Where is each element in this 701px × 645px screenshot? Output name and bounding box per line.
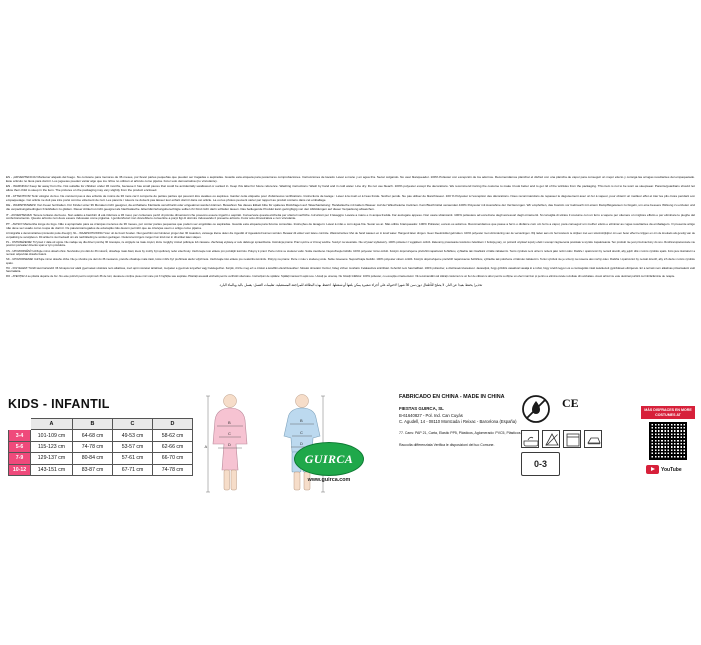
svg-text:A: A — [204, 444, 208, 449]
qr-code-icon[interactable] — [649, 422, 687, 460]
no-fire-icon — [521, 394, 551, 424]
legal-text-block — [6, 176, 695, 289]
brand-logo — [294, 436, 364, 484]
svg-text:C: C — [228, 431, 231, 436]
legal-paragraph-pt: PT - AVISO! Mantenha longe do fogo. Não é apropriado para as crianças menores de 36 meses, por conter partes pequenas que podem ser engolidas ou aspiradas. Guarde esta etiqueta para futuros consultas. Instruções de lavagem: Lavar à mão e com água fria. Secar ao ar. Não utilize branqueador. 100% Poliéster, exceto os adornos. Recomendamos que passe a ferro o disfarce com um ferro a vapor, para conseguir um melhor efeito e eliminar as rugas resultantes da embalagem. O presente artigo não deve ser usado como roupa de dormir. Os pais/encarregados de educação não devem permitir que as crianças usem o artigo como pijama. — [6, 221, 695, 230]
brand-website: www.guirca.com — [307, 477, 351, 483]
size-c: 49-53 cm — [113, 430, 153, 441]
table-row — [9, 464, 193, 475]
legal-paragraph-hu: HU - FIGYELEM! Tűztől távol tartandó! 36 hónapos kor alatti gyermekek számára nem alkalmas, mert apró részeket tartalmaz, melyeket a gyermek lenyelhet vagy belélegezhet. Kérjük, őrizze meg ezt a címkét a későbbi ellenőrzésekhez. Mosási útmutató: Kézzel, hideg vízben mosható. Felakasztva szárítható. Fehérítő nem használható. 100% poliészter, a díszítések kivételével. Javasoljuk, hogy gőzölős vasalóval vasalja ki a ruhát, hogy szebb legyen és a csomagolás miatt keletkezett gyűrődések eltűnjenek. Ez a termék nem alkalmas pizsamaként való használatra. — [6, 266, 695, 274]
legal-paragraph-es: ES - ¡ADVERTENCIA! Mantener alejado del fuego. No conviene para menores de 36 meses, por llevar partes pequeñas que pueden ser tragadas o aspiradas. Guarde esta etiqueta para posteriores comprobaciones. Instrucciones de lavado: Lavar a mano y en agua fría. Secar colgando. No usar blanqueador. 100% Poliester con excepción de los adornos. Recomendamos planchar el disfraz con una plancha de vapor para conseguir un mejor efecto y consiga las arrugas resultantes del empaquetado. Este articulo no lleva para dormir. Los juguetes pueden variar algo que los niños no utilicen el articulo como pijama. Foto/ solo demostrativa (no vinculante). — [6, 175, 695, 183]
hand-wash-icon — [521, 430, 539, 448]
legal-paragraph-cs: CS - UPOZORNĚNÍ! Udržujte mimo dosah ohně. Nevhodné pro děti do 36 měsíců, obsahuje malé části, které by mohly být spolknuty nebo vdechnuty. Uschovejte tuto etiketu pro pozdější kontrolu. Pokyny k praní: Perte ručně ve studené vodě. Sušte zavěšené. Nepoužívejte bělidlo. 100% polyester mimo ozdob. Kostým doporučujeme přežehlit napařovací žehličkou, vyhladíte tak zmačkání vzniklé zabalením. Tento výrobek není určen k nošení jako noční oděv. Rodiče / opatrovníci by neměli dovolit, aby jejich dítě v tomto výrobku spalo. Foto jsou ilustrativní a nemusí odpovídat obsahu balení. — [6, 249, 695, 257]
legal-paragraph-pl: PL - OSTRZEŻENIE! Trzymać z dala od ognia. Nie nadaje się dla dzieci poniżej 36 miesiąca, ze względu na małe części, które mogłyby zostać połknięte lub zassane. Zachowaj etykietę w celu dalszego sprawdzania. Instrukcja prania: Prać ręcznie w zimnej wodzie. Suszyć na wieszaku. Nie używać wybielaczy. 100% poliester z wyjątkiem ozdób. Zalecamy prasowanie kostiumu żelazkiem z funkcją pary, co pozwoli uzyskać lepszy efekt i usunąć zagniecenia powstałe w wyniku zapakowania. Ten produkt nie jest przeznaczony do snu. Rodzice/opiekunowie nie powinni pozwalać dziecku spać w tym produkcie. — [6, 240, 695, 248]
materials-title: 77. Cans: PAP 21, Carta, Elastic PP5, Plásticos, Aglomerado: PVC5, Plásticos. — [399, 431, 522, 435]
size-b: 83-87 cm — [73, 464, 113, 475]
legal-paragraph-de: DE - WARNHINWEIS! Von Feuer fernhalten. Für Kinder unter 36 Monaten nicht geeignet, da enthaltene Kleinteile verschluckt oder eingeatmet werden können. Bewahren Sie dieses Etikett bitte für späteres Rückfragen auf. Waschanleitung: Handwäsche mit kaltem Wasser. Auf der Wäscheleine trocknen. Kein Bleichmittel verwenden.100% Polyester mit Ausnahme der Verzierungen. Wir empfehlen, das Kostüm vor Gebrauch mit einem Dampfbügeleisen zu bügeln, um eine bessere Wirkung zu erzielen und die verpackungsbedingten Knickfalten zu glätten. Dieser Artikel ist nicht geeignet als Nachtwäsche. Eltern/Erziehungsberechtigte sollten ihr Kind nicht darin schlafen lassen. Das beiliegende Produkt kann geringfügig von den Abbildungen auf dieser Verpackung abweichen. — [6, 203, 695, 212]
size-age: 5-6 — [9, 441, 31, 452]
symbol-icons-group — [518, 392, 592, 482]
table-row — [9, 441, 193, 452]
table-row — [9, 430, 193, 441]
company-name: FIESTAS GUIRCA, SL — [399, 406, 444, 411]
size-c: 57-61 cm — [113, 453, 153, 464]
no-bleach-icon — [542, 430, 560, 448]
made-in-line: FABRICADO EN CHINA - MADE IN CHINA — [399, 394, 505, 400]
svg-text:D: D — [228, 442, 231, 447]
company-vat: B-61640827 - Pol. Ind. Can Cuyás — [399, 412, 463, 418]
table-header-blank — [9, 419, 31, 430]
size-c: 67-71 cm — [113, 464, 153, 475]
size-a: 143-151 cm — [31, 464, 73, 475]
svg-text:D: D — [300, 441, 303, 446]
youtube-link[interactable] — [646, 464, 690, 475]
table-header-c: C — [113, 419, 153, 430]
company-address: C. Agudell, 14 - 08110 Montcada i Reixac - Barcelona (España) — [399, 419, 517, 424]
materials-note: Raccolta differenziata Verifica le disposizioni del tuo Comune. — [399, 442, 495, 447]
promo-block[interactable] — [641, 406, 695, 484]
care-symbols-row — [521, 430, 602, 448]
size-b: 80-84 cm — [73, 453, 113, 464]
legal-paragraph-ar: تحذير! يحفظ بعيدا عن النار. لا يصلح للأطفال دون سن 36 شهرا لاحتوائه على أجزاء صغيرة يمكن بلعها أو شفطها. احتفظ بهذه البطاقة للمراجعة المستقبلية. تعليمات الغسل: يغسل باليد وبالماء البارد. — [218, 282, 483, 287]
brand-name: GUIRCA — [304, 452, 354, 466]
svg-text:C: C — [300, 430, 303, 435]
size-a: 115-123 cm — [31, 441, 73, 452]
manufacturer-block — [399, 394, 537, 447]
table-header-a: A — [31, 419, 73, 430]
size-age: 3-4 — [9, 430, 31, 441]
promo-banner-text: MÁS DISFRACES EN MORE COSTUMES AT — [641, 406, 695, 419]
table-header-d: D — [153, 419, 193, 430]
age-restriction-label: 0-3 — [533, 459, 547, 469]
size-d: 58-62 cm — [153, 430, 193, 441]
size-a: 129-137 cm — [31, 453, 73, 464]
svg-text:B: B — [228, 420, 231, 425]
size-chart-title: KIDS - INFANTIL — [8, 397, 110, 411]
table-header-b: B — [73, 419, 113, 430]
legal-paragraph-en: EN - WARNING! Keep far away from fire. Not suitable for children under 36 months, because it has small pieces that could be accidentally swallowed or sucked in. Keep this label for future reference. Washing instructions: Wash by hand and in cold water. Line dry. Do not use bleach. 100% polyester except the decorations. We recommend ironing the costume to make it look better and to get rid of the wrinkles from the packaging. This item is not to be worn as sleepwear. Parents/guardians should not allow their child to sleep in the item. The pictures on the packaging may vary slightly from the product enclosed. — [6, 184, 695, 193]
size-age: 10-12 — [9, 464, 31, 475]
size-a: 101-109 cm — [31, 430, 73, 441]
legal-paragraph-sk: SK - UPOZORNENIE! Udržujte mimo dosahu ohňa. Nie je vhodné pre deti do 36 mesiacov, pretože obsahuje malé časti, ktoré môžu byť prehltnuté alebo vdýchnuté. Uschovajte túto etiketu pre neskoršiu kontrolu. Pokyny na pranie: Perte v ruke v studenej vode. Sušte zavesené. Nepoužívajte bielidlo. 100% polyester okrem ozdôb. Kostým doporučujeme prežehliť naparovacou žehličkou, vyhladíte tak pokrčenie vzniknuté zabalením. Tento výrobok nie je určený na nosenie ako nočný odev. Rodičia / opatrovníci by nemali dovoliť, aby ich dieťa v tomto výrobku spalo. — [6, 258, 695, 265]
size-age: 7-9 — [9, 453, 31, 464]
girl-figure-icon — [204, 392, 256, 496]
line-dry-icon — [563, 430, 581, 448]
youtube-label: YouTube — [661, 466, 682, 473]
legal-paragraph-it: IT - AVVERTENZA! Tenere lontano da fuoco. Non adatto a bambini di età inferiore a 36 mesi, per contenere pezzi di piccole dimensioni che possono essere ingeriti o aspirati. Conservare questa etichetta per ulteriori verifiche. Istruzioni per il lavaggio: Lavare a mano e in acqua fredda. Far asciugare appeso. Non usare sbiancanti. 100% poliestere ad eccezione degli accessori degli ornamenti. Si consiglia di stirare il costume con un ferro a vapore per ottenere un migliore effetto e per eliminare le pieghe del confezionamento. Questo articolo non deve essere indossato come pigiama. I genitori/tutori non dovrebbero consentire a porpi figi di dormire indossando il presente articolo. Foto/ solo dimostrativa e non vincolante. — [6, 212, 695, 221]
size-b: 74-78 cm — [73, 441, 113, 452]
table-header-row — [9, 419, 193, 430]
legal-paragraph-ro: RO - ATENȚIE! A se păstra departe de foc. Nu este potrivit pentru copiii sub 36 de luni, deoarece conține piese mici care pot fi înghițite sau aspirate. Păstrați această etichetă pentru verificări ulterioare. Instrucțiuni de spălare: Spălați manual în apă rece. Uscați pe umeraș. Nu folosiți înălbitor. 100% poliester, cu excepția ornamentelor. Vă recomandăm să călcați costumul cu un fier de călcat cu abur pentru a obține un efect mai bun și pentru a elimina cutele rezultate din ambalare. Acest articol nu este destinat purtării ca îmbrăcăminte de noapte. — [6, 275, 676, 279]
bottom-info-band — [0, 378, 701, 645]
table-row — [9, 453, 193, 464]
youtube-play-icon[interactable] — [646, 465, 659, 474]
size-d: 62-66 cm — [153, 441, 193, 452]
legal-paragraph-fr: FR - ATTENTION! Tenir éloigné du feu. Ne convient pas à des enfants de moins de 36 mois car il comporte de petites parties qui peuvent être avalées ou aspirées. Garder cette étiquette pour d'ultérieures vérifications. Instructions de lavage : Laver à la main et à l'eau froide. Sécher pendu. Ne pas utiliser de blanchisseur. 100 % Polyester à l'exception des décorations. Nous recommandons de repasser le déguisement avec un fer à vapeur, pour obtenir un meilleur effet et ôter les plis créés pendant son empaquetage. Cet article ne doit pas être porté comme vêtement de nuit. Les parents / tuteurs ne doivent pas laisser leur enfant dormir dans cet article. La ou les photos peuvent varier par rapport au produit contenu dans cet emballage. — [6, 193, 695, 202]
size-d: 74-78 cm — [153, 464, 193, 475]
age-restriction-icon — [521, 452, 560, 476]
svg-text:B: B — [300, 418, 303, 423]
size-d: 66-70 cm — [153, 453, 193, 464]
legal-paragraph-nl: A fotografia é demonstrativa (conteúdo pode divergir). NL - WAARSCHUWING! Vuur uit de buurt houden. Niet geschikt voor kinderen jonger dan 36 maanden, vanwege kleine delen die ingeslikt of ingeademd kunnen worden. Bewaar dit etiket voor latere controle. Wasinstructies: Met de hand wassen en in koud water. Hangend laten drogen. Geen bleekmiddel gebruiken. 100% polyester met uitzondering van de versieringen. Wij raden aan om het kostuum te strijken met een stoomstrijkijzer om een beter effect te krijgen en om de kreukels als gevolg van de verpakking te verwijderen. Dit artikel is niet bedoeld om als nachtkleding te worden gedragen. Ouders/verzorgers mogen hun kind niet in dit artikel laten slapen. — [6, 232, 695, 239]
ce-mark-icon: CE — [562, 396, 579, 410]
size-c: 53-57 cm — [113, 441, 153, 452]
size-chart-table — [8, 418, 193, 476]
size-b: 64-68 cm — [73, 430, 113, 441]
iron-icon — [584, 430, 602, 448]
